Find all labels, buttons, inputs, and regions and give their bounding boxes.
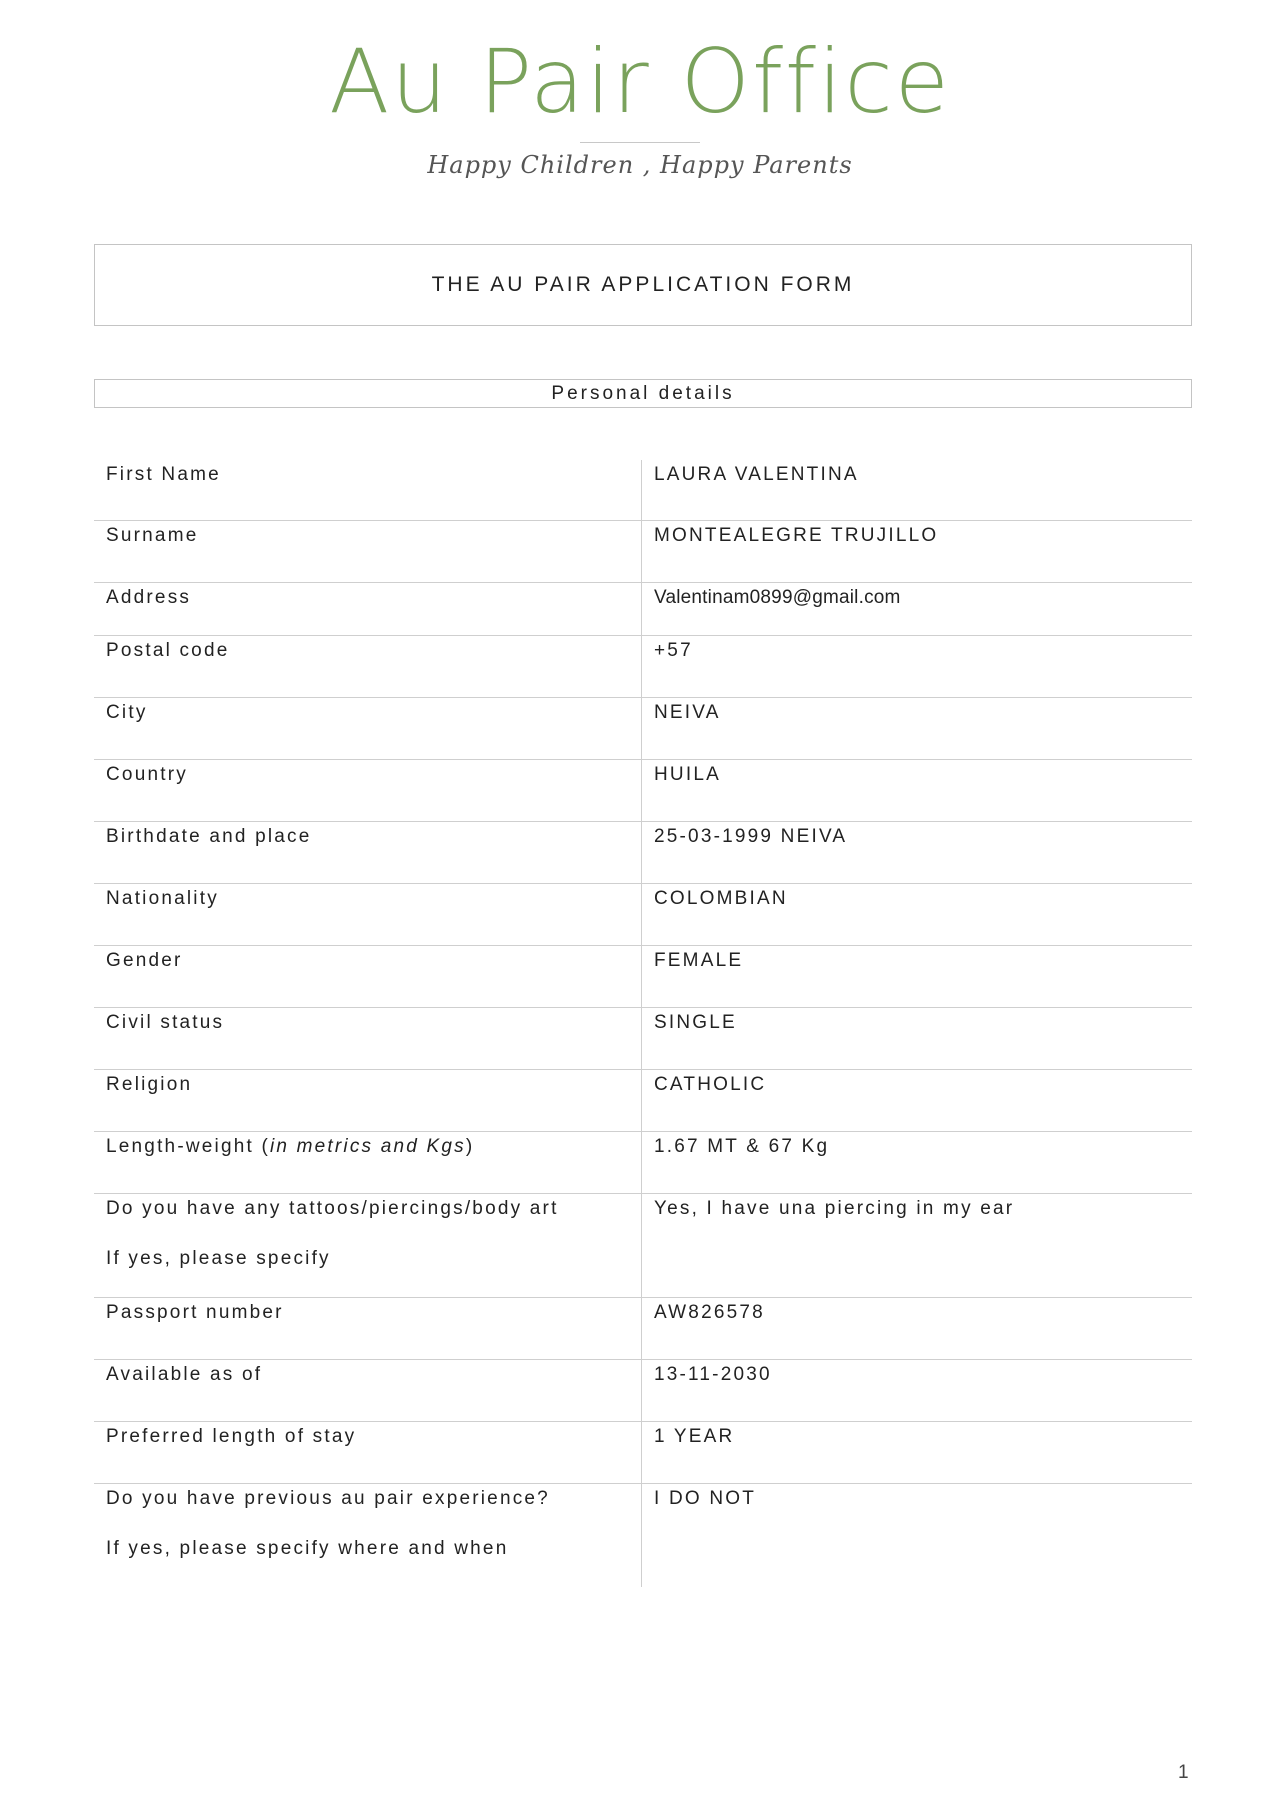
logo bbox=[0, 30, 1280, 179]
row-experience bbox=[94, 1483, 1192, 1587]
field-label bbox=[106, 1132, 641, 1158]
value-cell bbox=[642, 1008, 1192, 1069]
field-label: Address bbox=[106, 587, 192, 608]
label-cell bbox=[94, 1422, 642, 1483]
label-cell bbox=[94, 521, 642, 582]
row-surname bbox=[94, 520, 1192, 582]
form-title-box bbox=[94, 244, 1192, 326]
field-label: Religion bbox=[106, 1074, 193, 1095]
field-label: Surname bbox=[106, 525, 199, 546]
row-postal-code bbox=[94, 635, 1192, 697]
field-value: COLOMBIAN bbox=[654, 888, 788, 909]
field-label: Available as of bbox=[106, 1364, 263, 1385]
label-italic: in metrics and Kgs bbox=[269, 1136, 466, 1157]
label-cell bbox=[94, 884, 642, 945]
value-cell bbox=[642, 583, 1192, 635]
value-cell bbox=[642, 1298, 1192, 1359]
label-prefix: Length-weight ( bbox=[106, 1136, 270, 1157]
value-cell bbox=[642, 1132, 1192, 1193]
label-cell bbox=[94, 760, 642, 821]
field-value: HUILA bbox=[654, 764, 721, 785]
field-label: Gender bbox=[106, 950, 183, 971]
field-value: LAURA VALENTINA bbox=[654, 464, 859, 485]
field-value: Valentinam0899@gmail.com bbox=[654, 587, 901, 608]
label-suffix: ) bbox=[465, 1136, 475, 1157]
label-cell bbox=[94, 1360, 642, 1421]
personal-details-table bbox=[94, 460, 1192, 1587]
field-value: I DO NOT bbox=[654, 1488, 757, 1509]
value-cell bbox=[642, 1360, 1192, 1421]
label-cell bbox=[94, 1298, 642, 1359]
field-value: 25-03-1999 NEIVA bbox=[654, 826, 848, 847]
field-label: Civil status bbox=[106, 1012, 225, 1033]
field-label-line2: If yes, please specify bbox=[106, 1248, 331, 1269]
field-value: NEIVA bbox=[654, 702, 721, 723]
field-value: 1.67 MT & 67 Kg bbox=[654, 1136, 830, 1157]
label-cell bbox=[94, 1194, 642, 1297]
row-length-weight bbox=[94, 1131, 1192, 1193]
value-cell bbox=[642, 884, 1192, 945]
logo-tagline: Happy Children , Happy Parents bbox=[427, 151, 853, 179]
row-available bbox=[94, 1359, 1192, 1421]
field-value: FEMALE bbox=[654, 950, 744, 971]
value-cell bbox=[642, 636, 1192, 697]
value-cell bbox=[642, 698, 1192, 759]
label-cell bbox=[94, 1070, 642, 1131]
field-label: City bbox=[106, 702, 148, 723]
field-value: 13-11-2030 bbox=[654, 1364, 772, 1385]
field-label: Birthdate and place bbox=[106, 826, 312, 847]
row-passport bbox=[94, 1297, 1192, 1359]
field-value: SINGLE bbox=[654, 1012, 737, 1033]
section-header-box bbox=[94, 379, 1192, 408]
value-cell bbox=[642, 521, 1192, 582]
label-cell bbox=[94, 822, 642, 883]
label-cell bbox=[94, 946, 642, 1007]
value-cell bbox=[642, 1422, 1192, 1483]
label-cell bbox=[94, 1008, 642, 1069]
row-first-name bbox=[94, 460, 1192, 520]
field-value: 1 YEAR bbox=[654, 1426, 735, 1447]
label-cell bbox=[94, 698, 642, 759]
value-cell bbox=[642, 946, 1192, 1007]
row-gender bbox=[94, 945, 1192, 1007]
label-cell bbox=[94, 1484, 642, 1587]
field-label: Do you have previous au pair experience? bbox=[106, 1488, 550, 1509]
row-length-of-stay bbox=[94, 1421, 1192, 1483]
field-label: Passport number bbox=[106, 1302, 284, 1323]
row-nationality bbox=[94, 883, 1192, 945]
field-value: AW826578 bbox=[654, 1302, 765, 1323]
field-value: MONTEALEGRE TRUJILLO bbox=[654, 525, 939, 546]
field-value: +57 bbox=[654, 640, 693, 661]
logo-title: Au Pair Office bbox=[329, 30, 951, 133]
value-cell bbox=[642, 460, 1192, 520]
form-title: THE AU PAIR APPLICATION FORM bbox=[431, 273, 855, 296]
value-cell bbox=[642, 760, 1192, 821]
field-label-line2: If yes, please specify where and when bbox=[106, 1538, 509, 1559]
row-religion bbox=[94, 1069, 1192, 1131]
row-tattoos bbox=[94, 1193, 1192, 1297]
label-cell bbox=[94, 636, 642, 697]
label-cell bbox=[94, 583, 642, 635]
row-civil-status bbox=[94, 1007, 1192, 1069]
page-number: 1 bbox=[1178, 1762, 1189, 1783]
field-label: Country bbox=[106, 764, 188, 785]
logo-divider bbox=[580, 142, 700, 143]
row-city bbox=[94, 697, 1192, 759]
value-cell bbox=[642, 1070, 1192, 1131]
label-cell bbox=[94, 460, 642, 520]
field-label: Nationality bbox=[106, 888, 219, 909]
field-label: Preferred length of stay bbox=[106, 1426, 357, 1447]
field-label: First Name bbox=[106, 464, 221, 485]
row-birthdate bbox=[94, 821, 1192, 883]
field-label: Postal code bbox=[106, 640, 230, 661]
row-address bbox=[94, 582, 1192, 635]
field-label: Do you have any tattoos/piercings/body art bbox=[106, 1198, 559, 1219]
value-cell bbox=[642, 1484, 1192, 1587]
field-value: CATHOLIC bbox=[654, 1074, 767, 1095]
value-cell bbox=[642, 822, 1192, 883]
section-title: Personal details bbox=[551, 382, 735, 404]
label-cell bbox=[94, 1132, 642, 1193]
field-value: Yes, I have una piercing in my ear bbox=[654, 1198, 1015, 1219]
value-cell bbox=[642, 1194, 1192, 1297]
row-country bbox=[94, 759, 1192, 821]
